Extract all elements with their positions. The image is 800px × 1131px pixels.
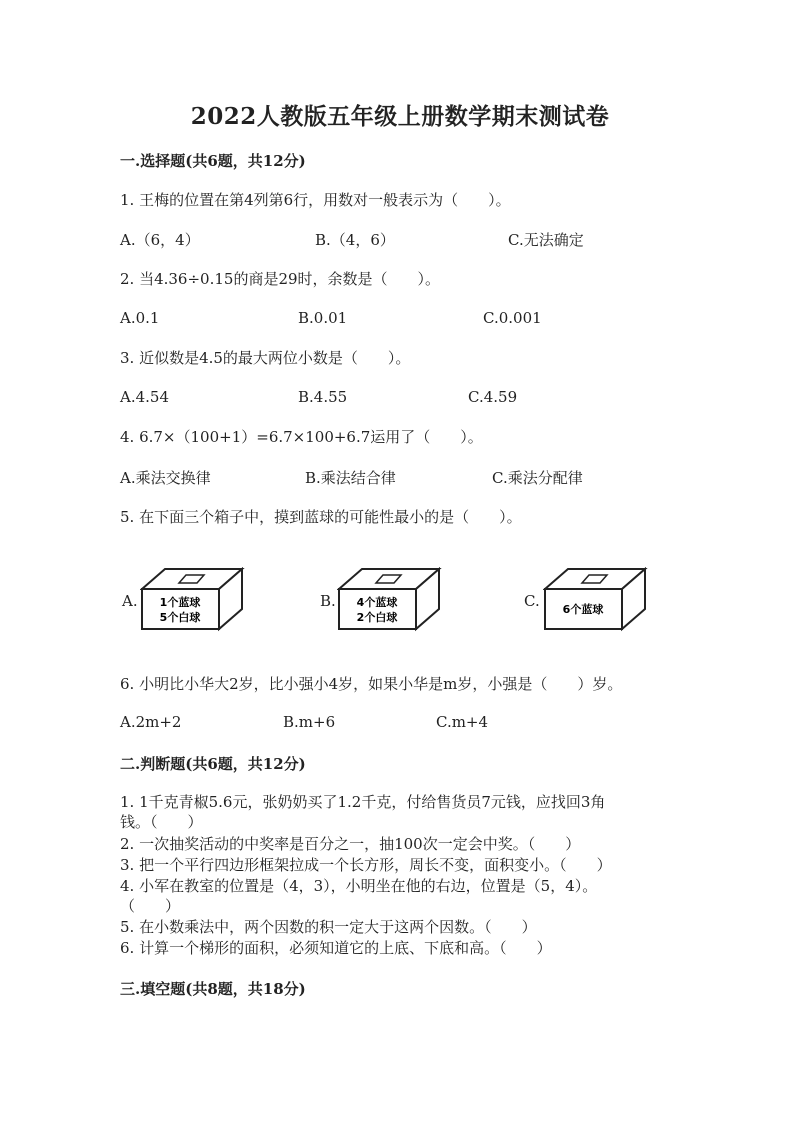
judgement-5: 5. 在小数乘法中，两个因数的积一定大于这两个因数。（ ） [120,918,537,936]
question-2: 2. 当4.36÷0.15的商是29时，余数是（ ）。 [120,270,441,288]
box-a-line2: 5个白球 [159,611,201,624]
judgement-3: 3. 把一个平行四边形框架拉成一个长方形，周长不变，面积变小。（ ） [120,856,612,874]
question-3: 3. 近似数是4.5的最大两位小数是（ ）。 [120,349,411,367]
q1-option-a: A.（6，4） [120,231,200,249]
judgement-1-line1: 1. 1千克青椒5.6元，张奶奶买了1.2千克，付给售货员7元钱，应找回3角 [120,793,606,811]
judgement-2: 2. 一次抽奖活动的中奖率是百分之一，抽100次一定会中奖。（ ） [120,835,581,853]
question-5: 5. 在下面三个箱子中，摸到蓝球的可能性最小的是（ ）。 [120,508,522,526]
judgement-6: 6. 计算一个梯形的面积，必须知道它的上底、下底和高。（ ） [120,939,552,957]
q2-option-a: A.0.1 [120,309,160,327]
box-a-line1: 1个蓝球 [159,596,201,609]
section-heading-judgement: 二.判断题(共6题，共12分) [120,755,306,773]
q3-option-a: A.4.54 [120,388,169,406]
box-a-figure [140,567,245,632]
page-title: 2022人教版五年级上册数学期末测试卷 [190,103,610,130]
box-a-label: A. [122,592,138,610]
box-c-figure [543,567,648,632]
section-heading-choice: 一.选择题(共6题，共12分) [120,152,306,170]
q1-option-c: C.无法确定 [508,231,584,249]
q6-option-a: A.2m+2 [120,713,182,731]
question-1: 1. 王梅的位置在第4列第6行，用数对一般表示为（ ）。 [120,191,511,209]
box-c-line1: 6个蓝球 [562,603,604,616]
judgement-4-line1: 4. 小军在教室的位置是（4，3），小明坐在他的右边，位置是（5，4）。 [120,877,598,895]
judgement-1-line2: 钱。（ ） [120,813,203,831]
judgement-4-line2: （ ） [120,897,181,915]
box-b-figure [337,567,442,632]
q3-option-b: B.4.55 [298,388,348,406]
q2-option-c: C.0.001 [483,309,542,327]
q4-option-b: B.乘法结合律 [305,469,396,487]
question-4: 4. 6.7×（100+1）=6.7×100+6.7运用了（ ）。 [120,428,483,446]
box-c-label: C. [524,592,540,610]
q6-option-c: C.m+4 [436,713,489,731]
box-b-line2: 2个白球 [356,611,398,624]
box-b-line1: 4个蓝球 [356,596,398,609]
q6-option-b: B.m+6 [283,713,336,731]
q3-option-c: C.4.59 [468,388,518,406]
section-heading-fill-blank: 三.填空题(共8题，共18分) [120,980,306,998]
q1-option-b: B.（4，6） [315,231,395,249]
q2-option-b: B.0.01 [298,309,348,327]
q4-option-a: A.乘法交换律 [120,469,211,487]
box-b-label: B. [320,592,336,610]
question-6: 6. 小明比小华大2岁，比小强小4岁，如果小华是m岁，小强是（ ）岁。 [120,675,623,693]
q4-option-c: C.乘法分配律 [492,469,583,487]
